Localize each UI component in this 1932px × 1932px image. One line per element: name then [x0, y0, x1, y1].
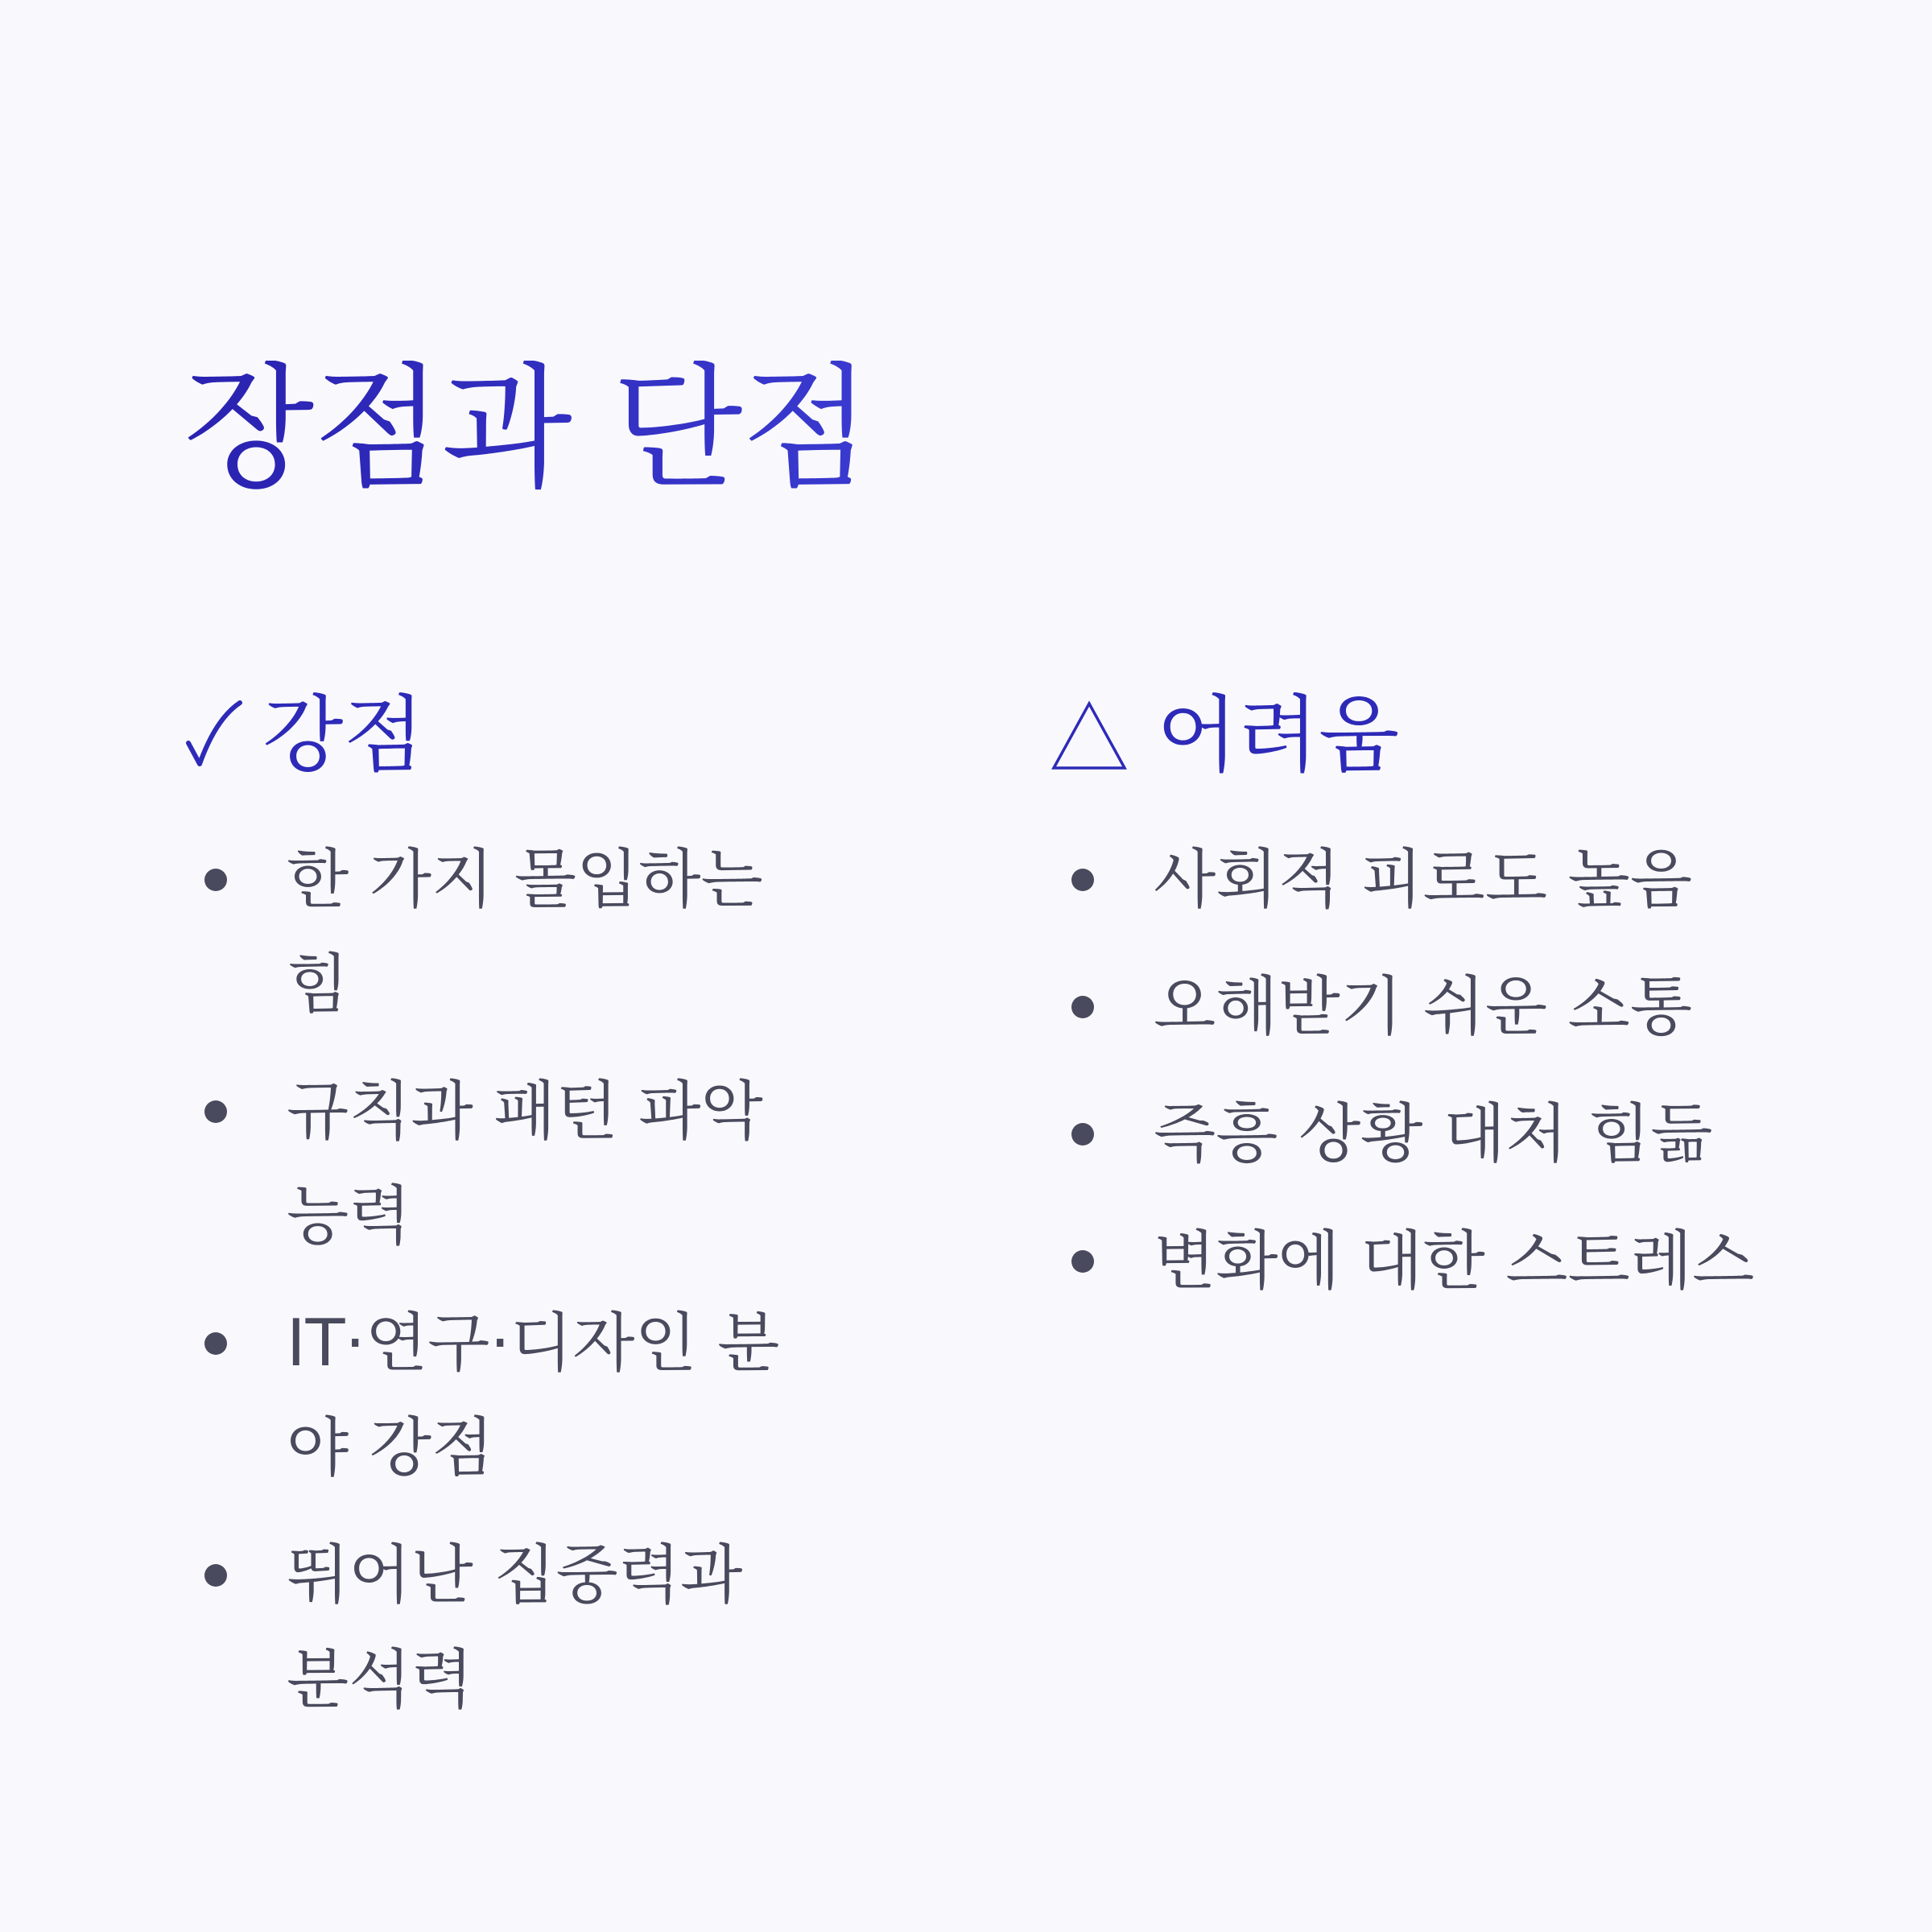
list-item-text: 뛰어난 집중력과 분석력 — [287, 1538, 743, 1717]
bullet-icon — [204, 1332, 227, 1355]
list-item — [1051, 955, 1759, 1059]
difficulties-heading-label: 어려움 — [1157, 686, 1400, 784]
page-title: 장점과 단점 — [184, 349, 870, 507]
bullet-icon — [204, 1564, 227, 1587]
bullet-icon — [204, 1100, 227, 1123]
list-item — [1051, 1209, 1759, 1314]
list-item — [184, 1291, 892, 1501]
list-item-text: 변화에 대한 스트레스 — [1154, 1224, 1755, 1298]
difficulties-list — [1051, 828, 1759, 1314]
bullet-icon — [1071, 869, 1094, 891]
bullet-icon — [1071, 1250, 1094, 1273]
list-item-text: 즉흥 상황 대처 힘듦 — [1154, 1096, 1713, 1171]
bullet-icon — [1071, 996, 1094, 1018]
bullet-icon — [204, 869, 227, 891]
bullet-icon — [1071, 1123, 1094, 1146]
difficulties-column — [1051, 686, 1759, 1336]
checkmark-icon — [184, 696, 250, 774]
difficulties-heading — [1051, 686, 1759, 784]
list-item-text: 오해받기 쉬운 소통 — [1154, 969, 1693, 1044]
strengths-heading-label: 강점 — [262, 686, 424, 784]
strengths-column — [184, 686, 892, 1755]
list-item — [184, 1523, 892, 1732]
list-item — [1051, 1082, 1759, 1187]
triangle-warning-icon — [1051, 699, 1128, 771]
list-item-text: 사회적 피로도 높음 — [1154, 842, 1693, 917]
list-item-text: IT·연구·디자인 분야 강점 — [287, 1306, 780, 1485]
list-item — [184, 1059, 892, 1269]
strengths-heading — [184, 686, 892, 784]
strengths-list — [184, 828, 892, 1732]
list-item-text: 한 가지 몰입하는 힘 — [287, 842, 763, 1022]
list-item-text: 규칙과 패턴 파악 능력 — [287, 1074, 763, 1253]
list-item — [184, 828, 892, 1037]
list-item — [1051, 828, 1759, 932]
